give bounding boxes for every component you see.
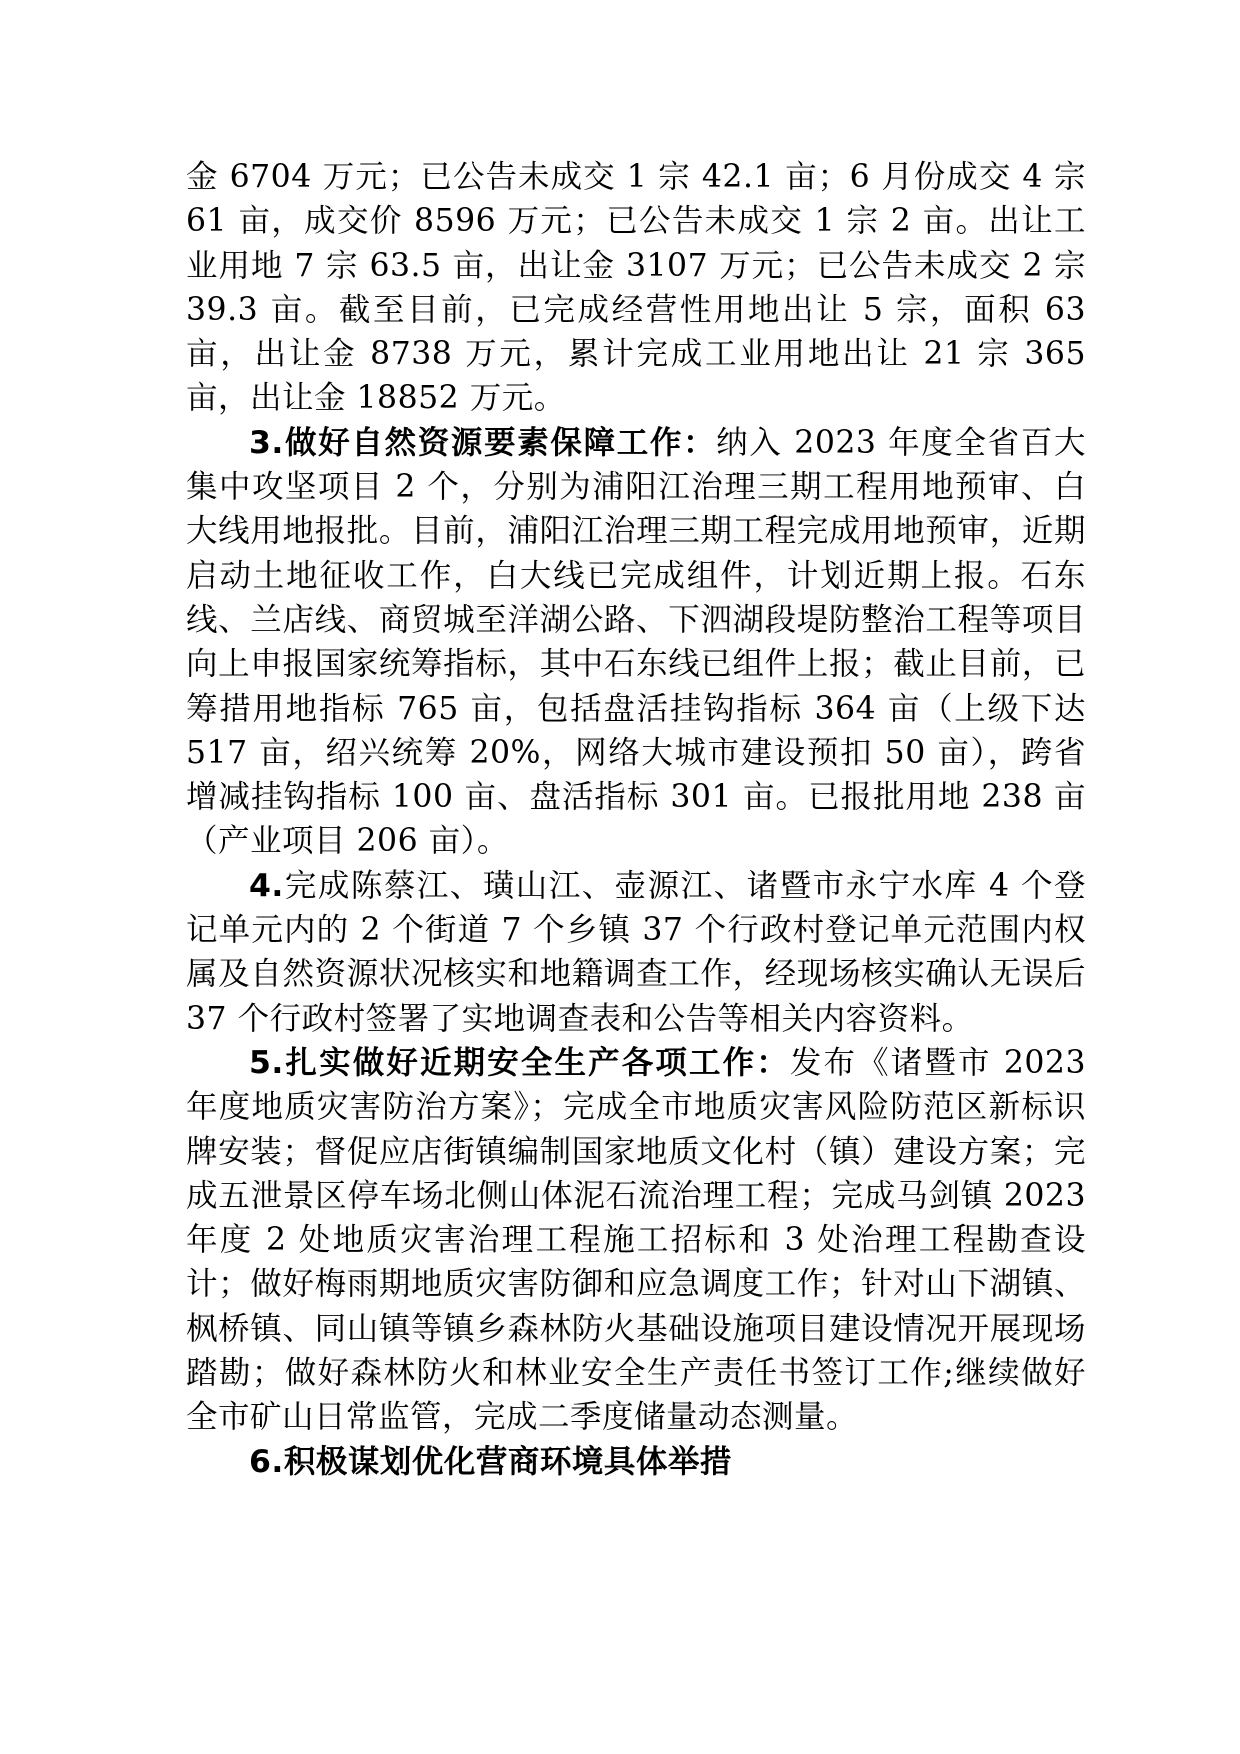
- section-heading: 4.: [249, 867, 284, 904]
- paragraph-cadastral-survey: [186, 864, 1086, 1041]
- document-body: [186, 155, 1086, 1484]
- paragraph-text: 发布《诸暨市 2023 年度地质灾害防治方案》；完成全市地质灾害风险防范区新标识牌安装；督促应店街镇编制国家地质文化村（镇）建设方案；完成五泄景区停车场北侧山体泥石流治理工程；完成马剑镇 2023 年度 2 处地质灾害治理工程施工招标和 3 处治理工程勘查设计；做好梅雨期地质灾害防御和应急调度工作；针对山下湖镇、枫桥镇、同山镇等镇乡森林防火基础设施项目建设情况开展现场踏勘；做好森林防火和林业安全生产责任书签订工作;继续做好全市矿山日常监管，完成二季度储量动态测量。: [186, 1044, 1086, 1436]
- paragraph-text: 纳入 2023 年度全省百大集中攻坚项目 2 个，分别为浦阳江治理三期工程用地预审、白大线用地报批。目前，浦阳江治理三期工程完成用地预审，近期启动土地征收工作，白大线已完成组件，计划近期上报。石东线、兰店线、商贸城至洋湖公路、下泗湖段堤防整治工程等项目向上申报国家统筹指标，其中石东线已组件上报；截止目前，已筹措用地指标 765 亩，包括盘活挂钩指标 364 亩（上级下达 517 亩，绍兴统筹 20%，网络大城市建设预扣 50 亩），跨省增减挂钩指标 100 亩、盘活指标 301 亩。已报批用地 238 亩（产业项目 206 亩）。: [186, 424, 1086, 860]
- paragraph-safety-production: [186, 1041, 1086, 1440]
- paragraph-text: 完成陈蔡江、璜山江、壶源江、诸暨市永宁水库 4 个登记单元内的 2 个街道 7 个乡镇 37 个行政村登记单元范围内权属及自然资源状况核实和地籍调查工作，经现场核实确认无误后 37 个行政村签署了实地调查表和公告等相关内容资料。: [186, 867, 1086, 1037]
- paragraph-business-environment: [186, 1440, 1086, 1484]
- section-heading: 6.积极谋划优化营商环境具体举措: [249, 1443, 732, 1480]
- paragraph-text: 金 6704 万元；已公告未成交 1 宗 42.1 亩；6 月份成交 4 宗 61 亩，成交价 8596 万元；已公告未成交 1 宗 2 亩。出让工业用地 7 宗 63.5 亩，出让金 3107 万元；已公告未成交 2 宗 39.3 亩。截至目前，已完成经营性用地出让 5 宗，面积 63 亩，出让金 8738 万元，累计完成工业用地出让 21 宗 365 亩，出让金 18852 万元。: [186, 159, 1086, 417]
- section-heading: 5.扎实做好近期安全生产各项工作：: [249, 1044, 790, 1081]
- paragraph-resource-guarantee: [186, 421, 1086, 864]
- paragraph-land-transfer: [186, 155, 1086, 421]
- section-heading: 3.做好自然资源要素保障工作：: [249, 424, 717, 461]
